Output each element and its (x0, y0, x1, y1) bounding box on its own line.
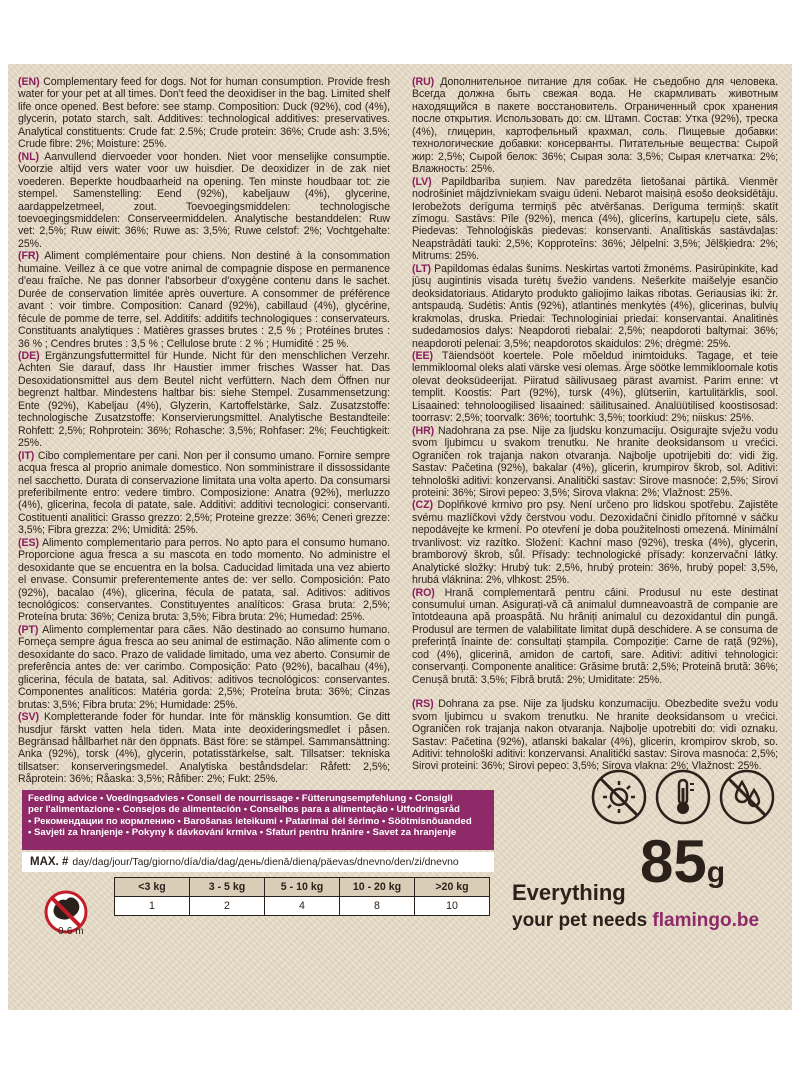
feeding-advice-line: • Рекомендации по кормлению • Barošanas ieteikumi • Patarimai dėl šėrimo • Söötmisnõuanded (28, 815, 472, 827)
language-paragraph (18, 711, 390, 786)
language-paragraph (18, 537, 390, 624)
language-text: Papildbarība suņiem. Nav paredzēta lietošanai pārtikā. Vienmēr nodrošiniet mājdzīvniekam svaigu ūdeni. Nebarot maisiņā esošo deoksidētāju. Ierobežots derīguma termiņš pēc atvēršanas. Derīguma termiņš: skatīt zīmogu. Sastāvs: Pīle (92%), menca (4%), glicerīns, kartupeļu ciete, sāls. Piedevas: Tehnoloģiskās piedevas: konservanti. Analītiskās sastāvdaļas: Neapstrādāti tauki: 2,5%; Kopproteīns: 36%; Jēlpelni: 3,5%; Jēlšķiedra: 2%; Mitrums: 25%. (412, 175, 778, 263)
language-tag: (DE) (18, 349, 40, 362)
feeding-advice-line: • Savjeti za hranjenje • Pokyny k dávkování krmiva • Sfaturi pentru hrănire • Savet za hranjenje (28, 827, 457, 839)
language-paragraph (18, 151, 390, 251)
language-text: Aliment complémentaire pour chiens. Non destiné à la consommation humaine. Veillez à ce que votre animal de compagnie dispose en permanence d'eau fraîche. Ne pas donner l'absorbeur d'oxygène contenu dans le sachet. Durée de conservation limitée après ouverture. A consommer de préférence avant : voir timbre. Composition: Canard (92%), cabillaud (4%), glycérine, fécule de pomme de terre, sel. Additifs: additifs technologiques : conservateurs. Constituants analytiques : Matières grasses brutes : 2,5 % ; Protéines brutes : 36 % ; Cendres brutes : 3,5 % ; Cellulose brute : 2 % ; Humidité : 25 %. (18, 250, 390, 350)
language-tag: (HR) (412, 424, 435, 437)
language-paragraph (412, 587, 778, 687)
weight-cell: 10 - 20 kg (340, 878, 415, 897)
language-text: Cibo complementare per cani. Non per il consumo umano. Fornire sempre acqua fresca al proprio animale domestico. Non somministrare il dissossidante nel sacchetto. Durata di conservazione limitata una volta aperto. Da consumarsi preferibilmente entro: vedere timbro. Composizione: Anatra (92%), merluzzo (4%), glicerina, fecola di patate, sale. Additivi: additivi tecnologici: conservanti. Costituenti analitici: Grasso grezzo: 2,5%; Proteine grezze: 36%; Ceneri grezze: 3,5%; Fibra grezza: 2%; Umidità: 25%. (18, 449, 390, 537)
feeding-table (114, 877, 490, 916)
no-sun-icon (590, 768, 648, 826)
language-tag: (CZ) (412, 499, 433, 512)
text-column-left (18, 76, 390, 786)
language-paragraph (412, 350, 778, 425)
weight-cell: 3 - 5 kg (190, 878, 265, 897)
language-tag: (LT) (412, 262, 432, 275)
amount-cell: 1 (115, 897, 190, 916)
language-text: Doplňkové krmivo pro psy. Není určeno pro lidskou spotřebu. Zajistěte svému mazlíčkovi vždy čerstvou vodu. Dezoxidační činidlo přítomné v sáčku nepodávejte ke krmení. Po otevření je doba použitelnosti omezená. Minimální trvanlivost: viz razítko. Složení: Kachní maso (92%), treska (4%), glycerin, bramborový škrob, sůl. Přísady: technologické přísady: konzervační látky. Analytické složky: Hrubý tuk: 2,5%, hrubý protein: 36%, hrubý popel: 3,5%, hrubá vláknina: 2%, vlhkost: 25%. (412, 499, 778, 587)
feeding-table-amounts-row (115, 897, 490, 916)
feeding-advice-box (22, 790, 494, 850)
language-text: Hrană complementară pentru câini. Produsul nu este destinat consumului uman. Asigurați-vă că animalul dumneavoastră de companie are întotdeauna apă proaspătă. Nu hrăniți animalul cu dezoxidantul din pungă. Produsul are termen de valabilitate limitat după deschidere. A se consuma de preferință înainte de: consultați ștampila. Compoziție: Carne de rață (92%), cod (4%), glicerină, amidon de cartofi, sare. Aditivi: aditivi tehnologici: conservanți. Componente analitice: Grăsime brută: 2,5%; Proteină brută: 36%; Cenușă brută: 3,5%; Fibră brută: 2%; Umiditate: 25%. (412, 586, 778, 686)
weight-value: 85 (640, 828, 707, 895)
language-paragraph (412, 425, 778, 500)
amount-cell: 8 (340, 897, 415, 916)
brand-link[interactable]: flamingo.be (652, 910, 760, 931)
language-text: Aanvullend diervoeder voor honden. Niet voor menselijke consumptie. Voorzie altijd vers water voor uw huisdier. De deoxidizer in de zak niet voederen. Beperkte houdbaarheid na opening. Ten minste houdbaar tot: zie stempel. Samenstelling: Eend (92%), kabeljauw (4%), glycerine, aardappelzetmeel, zout. Toevoegingsmiddelen: technologische toevoegingsmiddelen: Conserveermiddelen. Analytische bestanddelen: Ruw vet: 2,5%; Ruw eiwit: 36%; Ruwe as: 3,5%; Ruwe celstof: 2%; Vochtgehalte: 25%. (18, 150, 390, 250)
weight-cell: <3 kg (115, 878, 190, 897)
language-tag: (LV) (412, 175, 432, 188)
language-text: Дополнительное питание для собак. Не съедобно для человека. Всегда должна быть свежая вода. Не скармливать животным находящийся в пакете восстановитель. Ограниченный срок хранения после открытия. Использовать до: см. Штамп. Состав: Утка (92%), треска (4%), глицерин, картофельный крахмал, соль. Пищевые добавки: технологические добавки: консерванты. Питательные вещества: Сырой жир: 2,5%; Сырой белок: 36%; Сырая зола: 3,5%; Сырая клетчатка: 2%; Влажность: 25%. (412, 76, 778, 176)
language-text: Alimento complementar para cães. Não destinado ao consumo humano. Forneça sempre água fresca ao seu animal de estimação. Não alimente com o desoxidante do saco. Prazo de validade limitado, uma vez aberto. Consumir de preferência antes de: ver carimbo. Composição: Pato (92%), bacalhau (4%), glicerina, fécula de batata, sal. Aditivos: aditivos tecnológicos: conservantes. Componentes analíticos: Matéria gorda: 2,5%; Proteína bruta: 36%; Cinzas brutas: 3,5%; Fibra bruta: 2%; Humidade: 25%. (18, 623, 390, 711)
language-paragraph (18, 624, 390, 711)
language-tag: (ES) (18, 536, 39, 549)
language-tag: (EN) (18, 76, 40, 88)
tagline-line-2 (512, 910, 759, 932)
language-paragraph (18, 450, 390, 537)
language-tag: (RO) (412, 586, 435, 599)
not-for-puppies-icon (38, 880, 94, 936)
language-text: Alimento complementario para perros. No apto para el consumo humano. Proporcione agua fresca a su mascota en todo momento. No administre el desoxidante que se encuentra en la bolsa. Caducidad limitada una vez abierto el envase. Consumir preferentemente antes de: ver sello. Composición: Pato (92%), bacalao (4%), glicerina, fécula de patata, sal. Aditivos: aditivos tecnológicos: conservantes. Constituyentes analíticos: Grasa bruta: 2,5%; Proteína bruta: 36%; Ceniza bruta: 3,5%; Fibra bruta: 2%; Humedad: 25%. (18, 536, 390, 624)
feeding-table-weights-row (115, 878, 490, 897)
weight-cell: 5 - 10 kg (265, 878, 340, 897)
no-water-icon (718, 768, 776, 826)
max-units: day/dag/jour/Tag/giorno/día/dia/dag/день/dienā/dieną/päevas/dnevno/den/zi/dnevno (72, 857, 459, 868)
amount-cell: 10 (415, 897, 490, 916)
weight-unit: g (706, 856, 726, 889)
language-text: Kompletterande foder för hundar. Inte för mänsklig konsumtion. Ge ditt husdjur färskt vatten hela tiden. Mata inte deoxideringsmedlet i påsen. Begränsad hållbarhet när den öppnats. Bäst före: se stämpel. Sammansättning: Anka (92%), torsk (4%), glycerin, potatisstärkelse, salt. Tillsatser: tekniska tillsatser: konserveringsmedel. Analytiska beståndsdelar: Råfett: 2,5%; Råprotein: 36%; Råaska: 3,5%; Råfiber: 2%; Fukt: 25%. (18, 711, 390, 786)
amount-cell: 2 (190, 897, 265, 916)
language-paragraph (412, 176, 778, 263)
language-text: Papildomas ėdalas šunims. Neskirtas vartoti žmonėms. Pasirūpinkite, kad jūsų augintinis visada turėtų švežio vandens. Nešerkite maišelyje esančio deoksidatoriaus. Atidaryto produkto galiojimo laikas ribotas. Geriausias iki: žr. antspaudą. Sudėtis: Antis (92%), atlantinės menkytės (4%), glicerinas, bulvių krakmolas, druska. Priedai: Technologiniai priedai: konservantai. Analitinės sudedamosios dalys: Neapdoroti riebalai: 2,5%; neapdoroti baltymai: 36%; neapdoroti pelenai: 3,5%; neapdorotos skaidulos: 2%; drėgmė: 25%. (412, 262, 778, 350)
language-tag: (NL) (18, 150, 39, 163)
text-column-right (412, 76, 778, 773)
language-text: Täiendsööt koertele. Pole mõeldud inimtoiduks. Tagage, et teie lemmikloomal oleks alati värske vesi olemas. Ärge söötke lemmikloomale kotis olevat deoksüdeerijat. Piiratud säilivusaeg pärast avamist. Parim enne: vt templit. Koostis: Part (92%), tursk (4%), glütseriin, kartulitärklis, sool. Lisaained: tehnoloogilised lisaained: säilitusained. Analüütilised koostisosad: toorrasv: 2,5%; toorvalk: 36%; toortuhk: 3,5%; toorkiud: 2%; niiskus: 25%. (412, 349, 779, 425)
max-label: MAX. # (30, 856, 69, 868)
weight-cell: >20 kg (415, 878, 490, 897)
language-tag: (SV) (18, 711, 39, 724)
max-temperature-icon (654, 768, 712, 826)
language-text: Ergänzungsfuttermittel für Hunde. Nicht für den menschlichen Verzehr. Achten Sie darauf, dass Ihr Haustier immer frisches Wasser hat. Das Desoxidationsmittel aus dem Beutel nicht verfüttern. Nach dem Öffnen nur begrenzt haltbar. Mindestens haltbar bis: siehe Stempel. Zusammensetzung: Ente (92%), Kabeljau (4%), Glyzerin, Kartoffelstärke, Salz. Zusatzstoffe: technologische Zusatzstoffe: Konservierungsmittel. Analytische Bestandteile: Rohfett: 2,5%; Rohprotein: 36%; Rohasche: 3,5%; Rohfaser: 2%; Feuchtigkeit: 25%. (18, 349, 390, 450)
language-paragraph (412, 698, 778, 773)
language-paragraph (412, 499, 778, 586)
tagline-line-1: Everything (512, 880, 626, 905)
language-text: Complementary feed for dogs. Not for human consumption. Provide fresh water for your pet at all times. Don't feed the deoxidiser in the bag. Limited shelf life once opened. Best before: see stamp. Composition: Duck (92%), cod (4%), glycerin, potato starch, salt. Additives: technological additives: preservatives. Analytical constituents: Crude fat: 2.5%; Crude protein: 36%; Crude ash: 3.5%; Crude fibre: 2%; Moisture: 25%. (18, 76, 390, 151)
amount-cell: 4 (265, 897, 340, 916)
language-paragraph (412, 76, 778, 176)
language-tag: (PT) (18, 623, 39, 636)
language-text: Nadohrana za pse. Nije za ljudsku konzumaciju. Osigurajte svježu vodu svom ljubimcu u svakom trenutku. Ne hranite deoksidansom u vrećici. Ograničen rok trajanja nakon otvaranja. Najbolje upotrijebiti do: vidi žig. Sastav: Pačetina (92%), bakalar (4%), glicerin, krumpirov škrob, sol. Aditivi: tehnološki aditivi: konzervansi. Analitički sastav: Sirove masnoće: 2,5%; Sirovi proteini: 36%; Sirovi pepeo: 3,5%; Sirova vlakna: 2%; Vlažnost: 25%. (412, 424, 778, 499)
language-text: Dohrana za pse. Nije za ljudsku konzumaciju. Obezbedite svežu vodu svom ljubimcu u svakom trenutku. Ne hranite deoksidansom u vrećici. Ograničen rok trajanja nakon otvaranja. Najbolje upotrebiti do: vidi oznaku. Sastav: Pačetina (92%), atlanski bakalar (4%), glicerin, krompirov skrob, so. Aditivi: tehnološki aditivi: konzervansi. Analitički sastav: Sirova masnoća: 2,5%; Sirovi proteini: 36%; Sirovi pepeo: 3,5%; Sirova vlakna: 2%; Vlažnost: 25%. (412, 698, 778, 773)
language-paragraph (18, 350, 390, 450)
language-tag: (FR) (18, 250, 39, 263)
language-tag: (RU) (412, 76, 435, 88)
feeding-advice-line: Feeding advice • Voedingsadvies • Conseil de nourrissage • Fütterungsempfehlung • Consigli (28, 793, 453, 804)
net-weight (640, 828, 726, 903)
language-paragraph (412, 263, 778, 350)
tagline-text: your pet needs (512, 910, 653, 931)
language-tag: (RS) (412, 698, 434, 711)
language-tag: (EE) (412, 349, 433, 362)
feeding-advice-line: per l'alimentazione • Consejos de alimentación • Conselhos para a alimentação • Utfodringsråd (28, 804, 460, 816)
age-label: 0-6 m (58, 926, 84, 936)
max-per-day-row (22, 852, 494, 872)
language-tag: (IT) (18, 449, 35, 462)
language-paragraph (18, 76, 390, 151)
language-paragraph (18, 250, 390, 350)
